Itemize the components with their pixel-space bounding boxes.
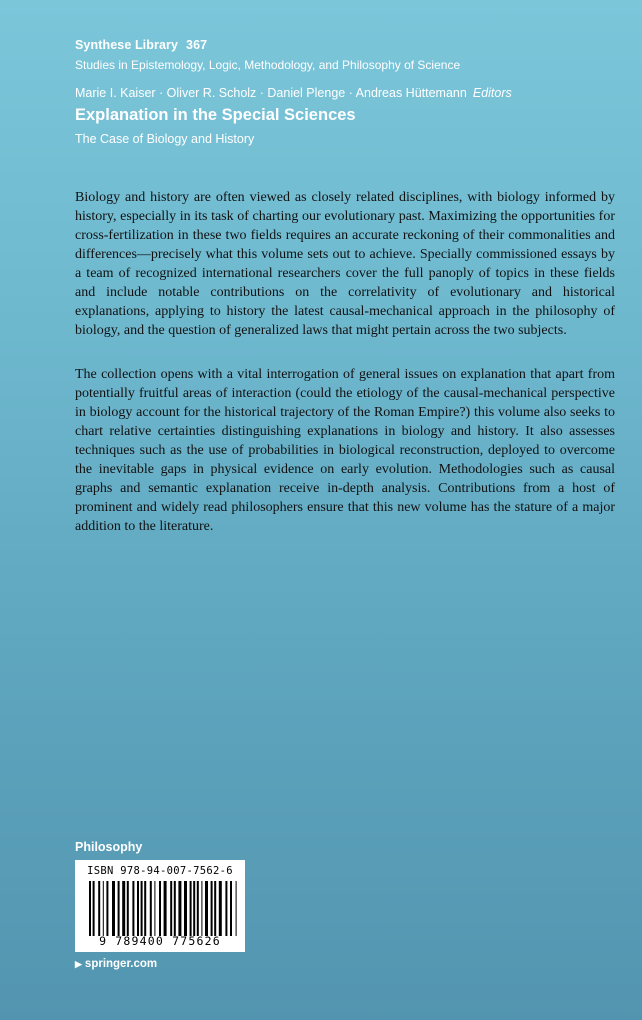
barcode-bar xyxy=(236,881,237,936)
barcode-bar xyxy=(127,881,129,936)
barcode-bar xyxy=(193,881,195,936)
editors-line xyxy=(75,86,512,100)
barcode-bar xyxy=(132,881,134,936)
barcode-bar xyxy=(93,881,95,936)
barcode-bar xyxy=(225,881,227,936)
barcode-bar xyxy=(211,881,213,936)
arrow-right-icon: ▶ xyxy=(75,959,82,969)
series-number: 367 xyxy=(186,38,208,52)
barcode-bar xyxy=(112,881,115,936)
barcode-bar xyxy=(190,881,192,936)
barcode-bar xyxy=(201,881,202,936)
book-title: Explanation in the Special Sciences xyxy=(75,106,356,124)
barcode-bar xyxy=(197,881,199,936)
barcode-bar xyxy=(219,881,222,936)
series-title xyxy=(75,38,207,52)
editors-role: Editors xyxy=(472,86,512,100)
barcode-bar xyxy=(170,881,172,936)
barcode-bar xyxy=(164,881,167,936)
publisher-url: springer.com xyxy=(84,958,158,970)
barcode-bar xyxy=(98,881,100,936)
barcode-bar xyxy=(122,881,125,936)
barcode-bar xyxy=(159,881,161,936)
barcode-bar xyxy=(150,881,152,936)
editor-names: Marie I. Kaiser · Oliver R. Scholz · Daniel Plenge · Andreas Hüttemann xyxy=(75,86,467,100)
barcode-bar xyxy=(205,881,208,936)
barcode-bars xyxy=(89,881,237,936)
barcode-bar xyxy=(106,881,108,936)
isbn-barcode xyxy=(75,860,245,952)
series-name: Synthese Library xyxy=(75,38,179,52)
barcode-bar xyxy=(118,881,120,936)
barcode-bar xyxy=(184,881,187,936)
isbn-label: ISBN 978-94-007-7562-6 xyxy=(87,865,233,877)
barcode-bar xyxy=(89,881,91,936)
book-subtitle: The Case of Biology and History xyxy=(75,132,255,146)
barcode-bar xyxy=(103,881,104,936)
barcode-bar xyxy=(214,881,216,936)
barcode-bar xyxy=(174,881,176,936)
series-subtitle: Studies in Epistemology, Logic, Methodology, and Philosophy of Science xyxy=(75,58,461,72)
barcode-bar xyxy=(137,881,139,936)
blurb-paragraph-2: The collection opens with a vital interrogation of general issues on explanation that apart from potentially fruitful areas of interaction (could the etiology of the causal-mechanical perspective in biology account for the historical trajectory of the Roman Empire?) this volume also seeks to chart relative certainties distinguishing explanations in biology and history. It also assesses techniques such as the use of probabilities in biological reconstruction, deployed to overcome the inevitable gaps in physical evidence on early evolution. Methodologies such as causal graphs and semantic explanation receive in-depth analysis. Contributions from a host of prominent and widely read philosophers ensure that this new volume has the stature of a major addition to the literature. xyxy=(75,367,615,534)
subject-category: Philosophy xyxy=(75,840,143,854)
barcode-bar xyxy=(144,881,146,936)
barcode-bar xyxy=(178,881,181,936)
barcode-bar xyxy=(154,881,155,936)
barcode-bar xyxy=(141,881,143,936)
blurb-paragraph-1: Biology and history are often viewed as closely related disciplines, with biology informed by history, especially in its task of charting our evolutionary past. Maximizing the opportunities for cross-fertilization in these two fields requires an accurate reckoning of their commonalities and differences—precisely what this volume sets out to achieve. Specially commissioned essays by a team of recognized international researchers cover the full panoply of topics in these fields and include notable contributions on the correlativity of evolutionary and historical explanations, applying to history the latest causal-mechanical approach in the philosophy of biology, and the question of generalized laws that might pertain across the two subjects. xyxy=(75,190,615,338)
barcode-digits: 9 789400 775626 xyxy=(99,934,221,948)
barcode-bar xyxy=(230,881,232,936)
publisher-link[interactable] xyxy=(75,958,157,970)
